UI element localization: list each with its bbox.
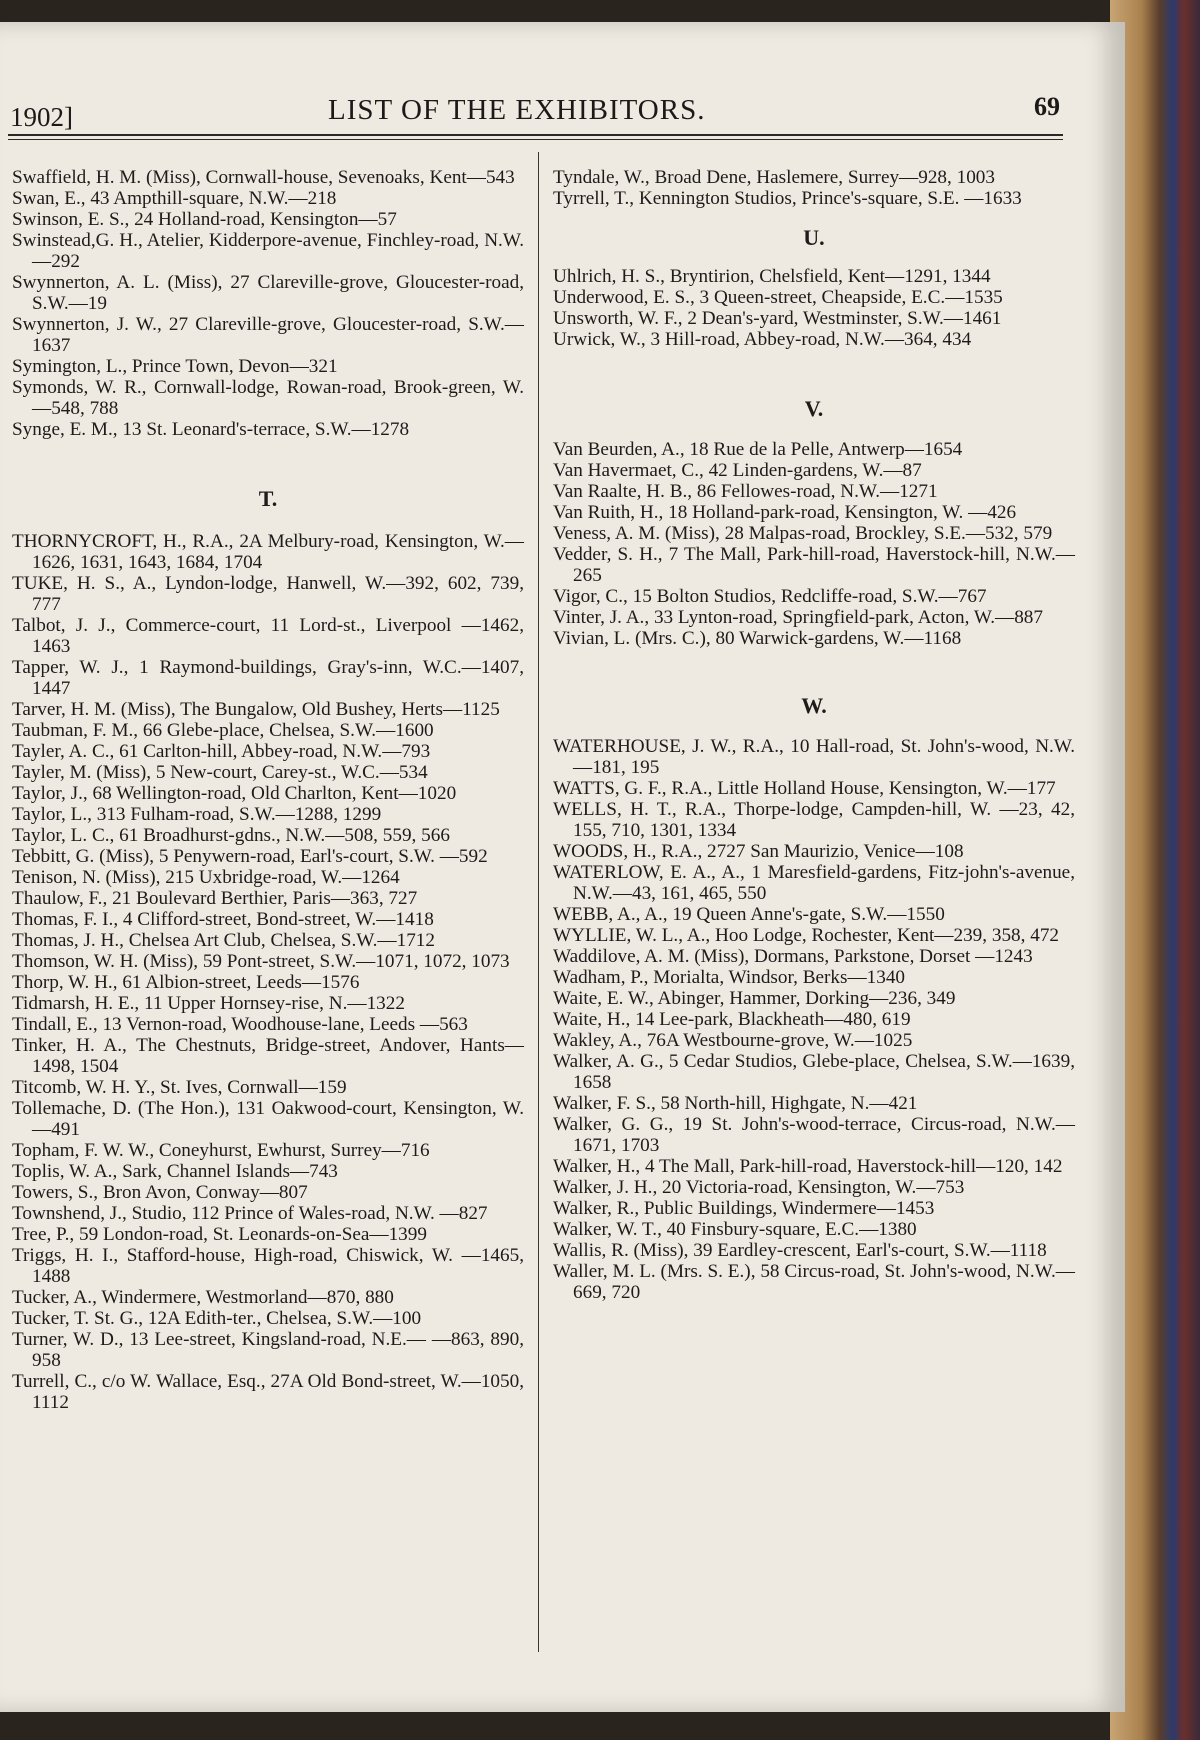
exhibitor-entry: Towers, S., Bron Avon, Conway—807 bbox=[12, 1182, 308, 1203]
exhibitor-entry: WATERHOUSE, J. W., R.A., 10 Hall-road, St. John's-wood, N.W.—181, 195 bbox=[553, 736, 1075, 778]
exhibitor-entry: THORNYCROFT, H., R.A., 2A Melbury-road, Kensington, W.—1626, 1631, 1643, 1684, 1704 bbox=[12, 531, 524, 573]
exhibitor-entry: Tucker, T. St. G., 12A Edith-ter., Chelsea, S.W.—100 bbox=[12, 1308, 422, 1329]
section-heading-u: U. bbox=[803, 225, 825, 250]
entries-u-section bbox=[553, 266, 1075, 350]
exhibitor-entry: Veness, A. M. (Miss), 28 Malpas-road, Brockley, S.E.—532, 579 bbox=[553, 523, 1053, 544]
exhibitor-entry: Thomas, J. H., Chelsea Art Club, Chelsea, S.W.—1712 bbox=[12, 930, 435, 951]
exhibitor-entry: Taylor, J., 68 Wellington-road, Old Charlton, Kent—1020 bbox=[12, 783, 457, 804]
right-column bbox=[553, 167, 1075, 1303]
exhibitor-entry: WELLS, H. T., R.A., Thorpe-lodge, Campden-hill, W. —23, 42, 155, 710, 1301, 1334 bbox=[553, 799, 1075, 841]
header-rule bbox=[8, 134, 1063, 136]
exhibitor-entry: Van Raalte, H. B., 86 Fellowes-road, N.W.—1271 bbox=[553, 481, 938, 502]
exhibitor-entry: Walker, A. G., 5 Cedar Studios, Glebe-place, Chelsea, S.W.—1639, 1658 bbox=[553, 1051, 1075, 1093]
exhibitor-entry: Synge, E. M., 13 St. Leonard's-terrace, S.W.—1278 bbox=[12, 419, 410, 440]
exhibitor-entry: Walker, F. S., 58 North-hill, Highgate, N.—421 bbox=[553, 1093, 918, 1114]
exhibitor-entry: Wallis, R. (Miss), 39 Eardley-crescent, Earl's-court, S.W.—1118 bbox=[553, 1240, 1047, 1261]
exhibitor-entry: Thaulow, F., 21 Boulevard Berthier, Paris—363, 727 bbox=[12, 888, 418, 909]
exhibitor-entry: Waite, H., 14 Lee-park, Blackheath—480, 619 bbox=[553, 1009, 911, 1030]
exhibitor-entry: Swynnerton, A. L. (Miss), 27 Clareville-grove, Gloucester-road, S.W.—19 bbox=[12, 272, 524, 314]
exhibitor-entry: Thomson, W. H. (Miss), 59 Pont-street, S.W.—1071, 1072, 1073 bbox=[12, 951, 510, 972]
book-page bbox=[0, 22, 1125, 1712]
exhibitor-entry: Vinter, J. A., 33 Lynton-road, Springfield-park, Acton, W.—887 bbox=[553, 607, 1043, 628]
exhibitor-entry: Tollemache, D. (The Hon.), 131 Oakwood-court, Kensington, W.—491 bbox=[12, 1098, 524, 1140]
exhibitor-entry: Walker, H., 4 The Mall, Park-hill-road, Haverstock-hill—120, 142 bbox=[553, 1156, 1063, 1177]
exhibitor-entry: Tree, P., 59 London-road, St. Leonards-on-Sea—1399 bbox=[12, 1224, 427, 1245]
exhibitor-entry: Walker, G. G., 19 St. John's-wood-terrace, Circus-road, N.W.—1671, 1703 bbox=[553, 1114, 1075, 1156]
exhibitor-entry: Van Ruith, H., 18 Holland-park-road, Kensington, W. —426 bbox=[553, 502, 1017, 523]
exhibitor-entry: Walker, R., Public Buildings, Windermere—1453 bbox=[553, 1198, 935, 1219]
exhibitor-entry: Tindall, E., 13 Vernon-road, Woodhouse-lane, Leeds —563 bbox=[12, 1014, 468, 1035]
column-divider bbox=[538, 152, 539, 1652]
exhibitor-entry: Tenison, N. (Miss), 215 Uxbridge-road, W.—1264 bbox=[12, 867, 400, 888]
entries-s-section bbox=[12, 167, 524, 440]
exhibitor-entry: Swynnerton, J. W., 27 Clareville-grove, Gloucester-road, S.W.—1637 bbox=[12, 314, 524, 356]
exhibitor-entry: Tyndale, W., Broad Dene, Haslemere, Surrey—928, 1003 bbox=[553, 167, 995, 188]
exhibitor-entry: Uhlrich, H. S., Bryntirion, Chelsfield, Kent—1291, 1344 bbox=[553, 266, 991, 287]
exhibitor-entry: WATTS, G. F., R.A., Little Holland House, Kensington, W.—177 bbox=[553, 778, 1056, 799]
header-year: 1902] bbox=[10, 102, 73, 132]
exhibitor-entry: Tucker, A., Windermere, Westmorland—870, 880 bbox=[12, 1287, 394, 1308]
exhibitor-entry: Tidmarsh, H. E., 11 Upper Hornsey-rise, N.—1322 bbox=[12, 993, 405, 1014]
exhibitor-entry: Talbot, J. J., Commerce-court, 11 Lord-st., Liverpool —1462, 1463 bbox=[12, 615, 524, 657]
exhibitor-entry: Topham, F. W. W., Coneyhurst, Ewhurst, Surrey—716 bbox=[12, 1140, 430, 1161]
header-rule-thin bbox=[8, 139, 1063, 140]
exhibitor-entry: Wakley, A., 76A Westbourne-grove, W.—1025 bbox=[553, 1030, 913, 1051]
entries-v-section bbox=[553, 439, 1075, 649]
exhibitor-entry: Swinstead,G. H., Atelier, Kidderpore-avenue, Finchley-road, N.W.—292 bbox=[12, 230, 524, 272]
exhibitor-entry: WEBB, A., A., 19 Queen Anne's-gate, S.W.—1550 bbox=[553, 904, 945, 925]
exhibitor-entry: Unsworth, W. F., 2 Dean's-yard, Westminster, S.W.—1461 bbox=[553, 308, 1002, 329]
exhibitor-entry: Tarver, H. M. (Miss), The Bungalow, Old Bushey, Herts—1125 bbox=[12, 699, 500, 720]
section-heading-t: T. bbox=[258, 486, 278, 511]
exhibitor-entry: Walker, W. T., 40 Finsbury-square, E.C.—1380 bbox=[553, 1219, 917, 1240]
exhibitor-entry: Van Havermaet, C., 42 Linden-gardens, W.—87 bbox=[553, 460, 922, 481]
exhibitor-entry: Tayler, A. C., 61 Carlton-hill, Abbey-road, N.W.—793 bbox=[12, 741, 431, 762]
left-column bbox=[12, 167, 524, 1413]
exhibitor-entry: Townshend, J., Studio, 112 Prince of Wales-road, N.W. —827 bbox=[12, 1203, 488, 1224]
exhibitor-entry: Tebbitt, G. (Miss), 5 Penywern-road, Earl's-court, S.W. —592 bbox=[12, 846, 488, 867]
exhibitor-entry: Taylor, L. C., 61 Broadhurst-gdns., N.W.—508, 559, 566 bbox=[12, 825, 450, 846]
exhibitor-entry: Taubman, F. M., 66 Glebe-place, Chelsea, S.W.—1600 bbox=[12, 720, 434, 741]
exhibitor-entry: Van Beurden, A., 18 Rue de la Pelle, Antwerp—1654 bbox=[553, 439, 963, 460]
exhibitor-entry: Swaffield, H. M. (Miss), Cornwall-house, Sevenoaks, Kent—543 bbox=[12, 167, 515, 188]
exhibitor-entry: TUKE, H. S., A., Lyndon-lodge, Hanwell, W.—392, 602, 739, 777 bbox=[12, 573, 524, 615]
exhibitor-entry: Vedder, S. H., 7 The Mall, Park-hill-road, Haverstock-hill, N.W.—265 bbox=[553, 544, 1075, 586]
exhibitor-entry: Walker, J. H., 20 Victoria-road, Kensington, W.—753 bbox=[553, 1177, 965, 1198]
exhibitor-entry: Symington, L., Prince Town, Devon—321 bbox=[12, 356, 338, 377]
exhibitor-entry: Waite, E. W., Abinger, Hammer, Dorking—236, 349 bbox=[553, 988, 956, 1009]
exhibitor-entry: Urwick, W., 3 Hill-road, Abbey-road, N.W.—364, 434 bbox=[553, 329, 972, 350]
exhibitor-entry: Waddilove, A. M. (Miss), Dormans, Parkstone, Dorset —1243 bbox=[553, 946, 1033, 967]
entries-w-section bbox=[553, 736, 1075, 1303]
exhibitor-entry: WATERLOW, E. A., A., 1 Maresfield-gardens, Fitz-john's-avenue, N.W.—43, 161, 465, 550 bbox=[553, 862, 1075, 904]
section-heading-v: V. bbox=[804, 396, 824, 421]
exhibitor-entry: Thomas, F. I., 4 Clifford-street, Bond-street, W.—1418 bbox=[12, 909, 434, 930]
exhibitor-entry: Tinker, H. A., The Chestnuts, Bridge-street, Andover, Hants—1498, 1504 bbox=[12, 1035, 524, 1077]
page-number: 69 bbox=[1034, 92, 1060, 121]
exhibitor-entry: Titcomb, W. H. Y., St. Ives, Cornwall—159 bbox=[12, 1077, 347, 1098]
page-header bbox=[10, 72, 1060, 142]
exhibitor-entry: Wadham, P., Morialta, Windsor, Berks—1340 bbox=[553, 967, 906, 988]
entries-t-section bbox=[12, 531, 524, 1413]
exhibitor-entry: Turrell, C., c/o W. Wallace, Esq., 27A Old Bond-street, W.—1050, 1112 bbox=[12, 1371, 524, 1413]
exhibitor-entry: WOODS, H., R.A., 2727 San Maurizio, Venice—108 bbox=[553, 841, 964, 862]
exhibitor-entry: Swinson, E. S., 24 Holland-road, Kensington—57 bbox=[12, 209, 397, 230]
exhibitor-entry: Thorp, W. H., 61 Albion-street, Leeds—1576 bbox=[12, 972, 360, 993]
exhibitor-entry: WYLLIE, W. L., A., Hoo Lodge, Rochester, Kent—239, 358, 472 bbox=[553, 925, 1060, 946]
page-title: LIST OF THE EXHIBITORS. bbox=[328, 94, 706, 126]
exhibitor-entry: Underwood, E. S., 3 Queen-street, Cheapside, E.C.—1535 bbox=[553, 287, 1003, 308]
exhibitor-entry: Tyrrell, T., Kennington Studios, Prince's-square, S.E. —1633 bbox=[553, 188, 1022, 209]
exhibitor-entry: Taylor, L., 313 Fulham-road, S.W.—1288, 1299 bbox=[12, 804, 382, 825]
exhibitor-entry: Vivian, L. (Mrs. C.), 80 Warwick-gardens, W.—1168 bbox=[553, 628, 962, 649]
exhibitor-entry: Tapper, W. J., 1 Raymond-buildings, Gray's-inn, W.C.—1407, 1447 bbox=[12, 657, 524, 699]
exhibitor-entry: Waller, M. L. (Mrs. S. E.), 58 Circus-road, St. John's-wood, N.W.—669, 720 bbox=[553, 1261, 1075, 1303]
exhibitor-entry: Toplis, W. A., Sark, Channel Islands—743 bbox=[12, 1161, 338, 1182]
section-heading-w: W. bbox=[801, 693, 827, 718]
exhibitor-entry: Symonds, W. R., Cornwall-lodge, Rowan-road, Brook-green, W.—548, 788 bbox=[12, 377, 524, 419]
exhibitor-entry: Vigor, C., 15 Bolton Studios, Redcliffe-road, S.W.—767 bbox=[553, 586, 987, 607]
exhibitor-entry: Triggs, H. I., Stafford-house, High-road, Chiswick, W. —1465, 1488 bbox=[12, 1245, 524, 1287]
exhibitor-entry: Swan, E., 43 Ampthill-square, N.W.—218 bbox=[12, 188, 337, 209]
exhibitor-entry: Tayler, M. (Miss), 5 New-court, Carey-st., W.C.—534 bbox=[12, 762, 428, 783]
exhibitor-entry: Turner, W. D., 13 Lee-street, Kingsland-road, N.E.— —863, 890, 958 bbox=[12, 1329, 524, 1371]
entries-t-continued-section bbox=[553, 167, 1075, 209]
